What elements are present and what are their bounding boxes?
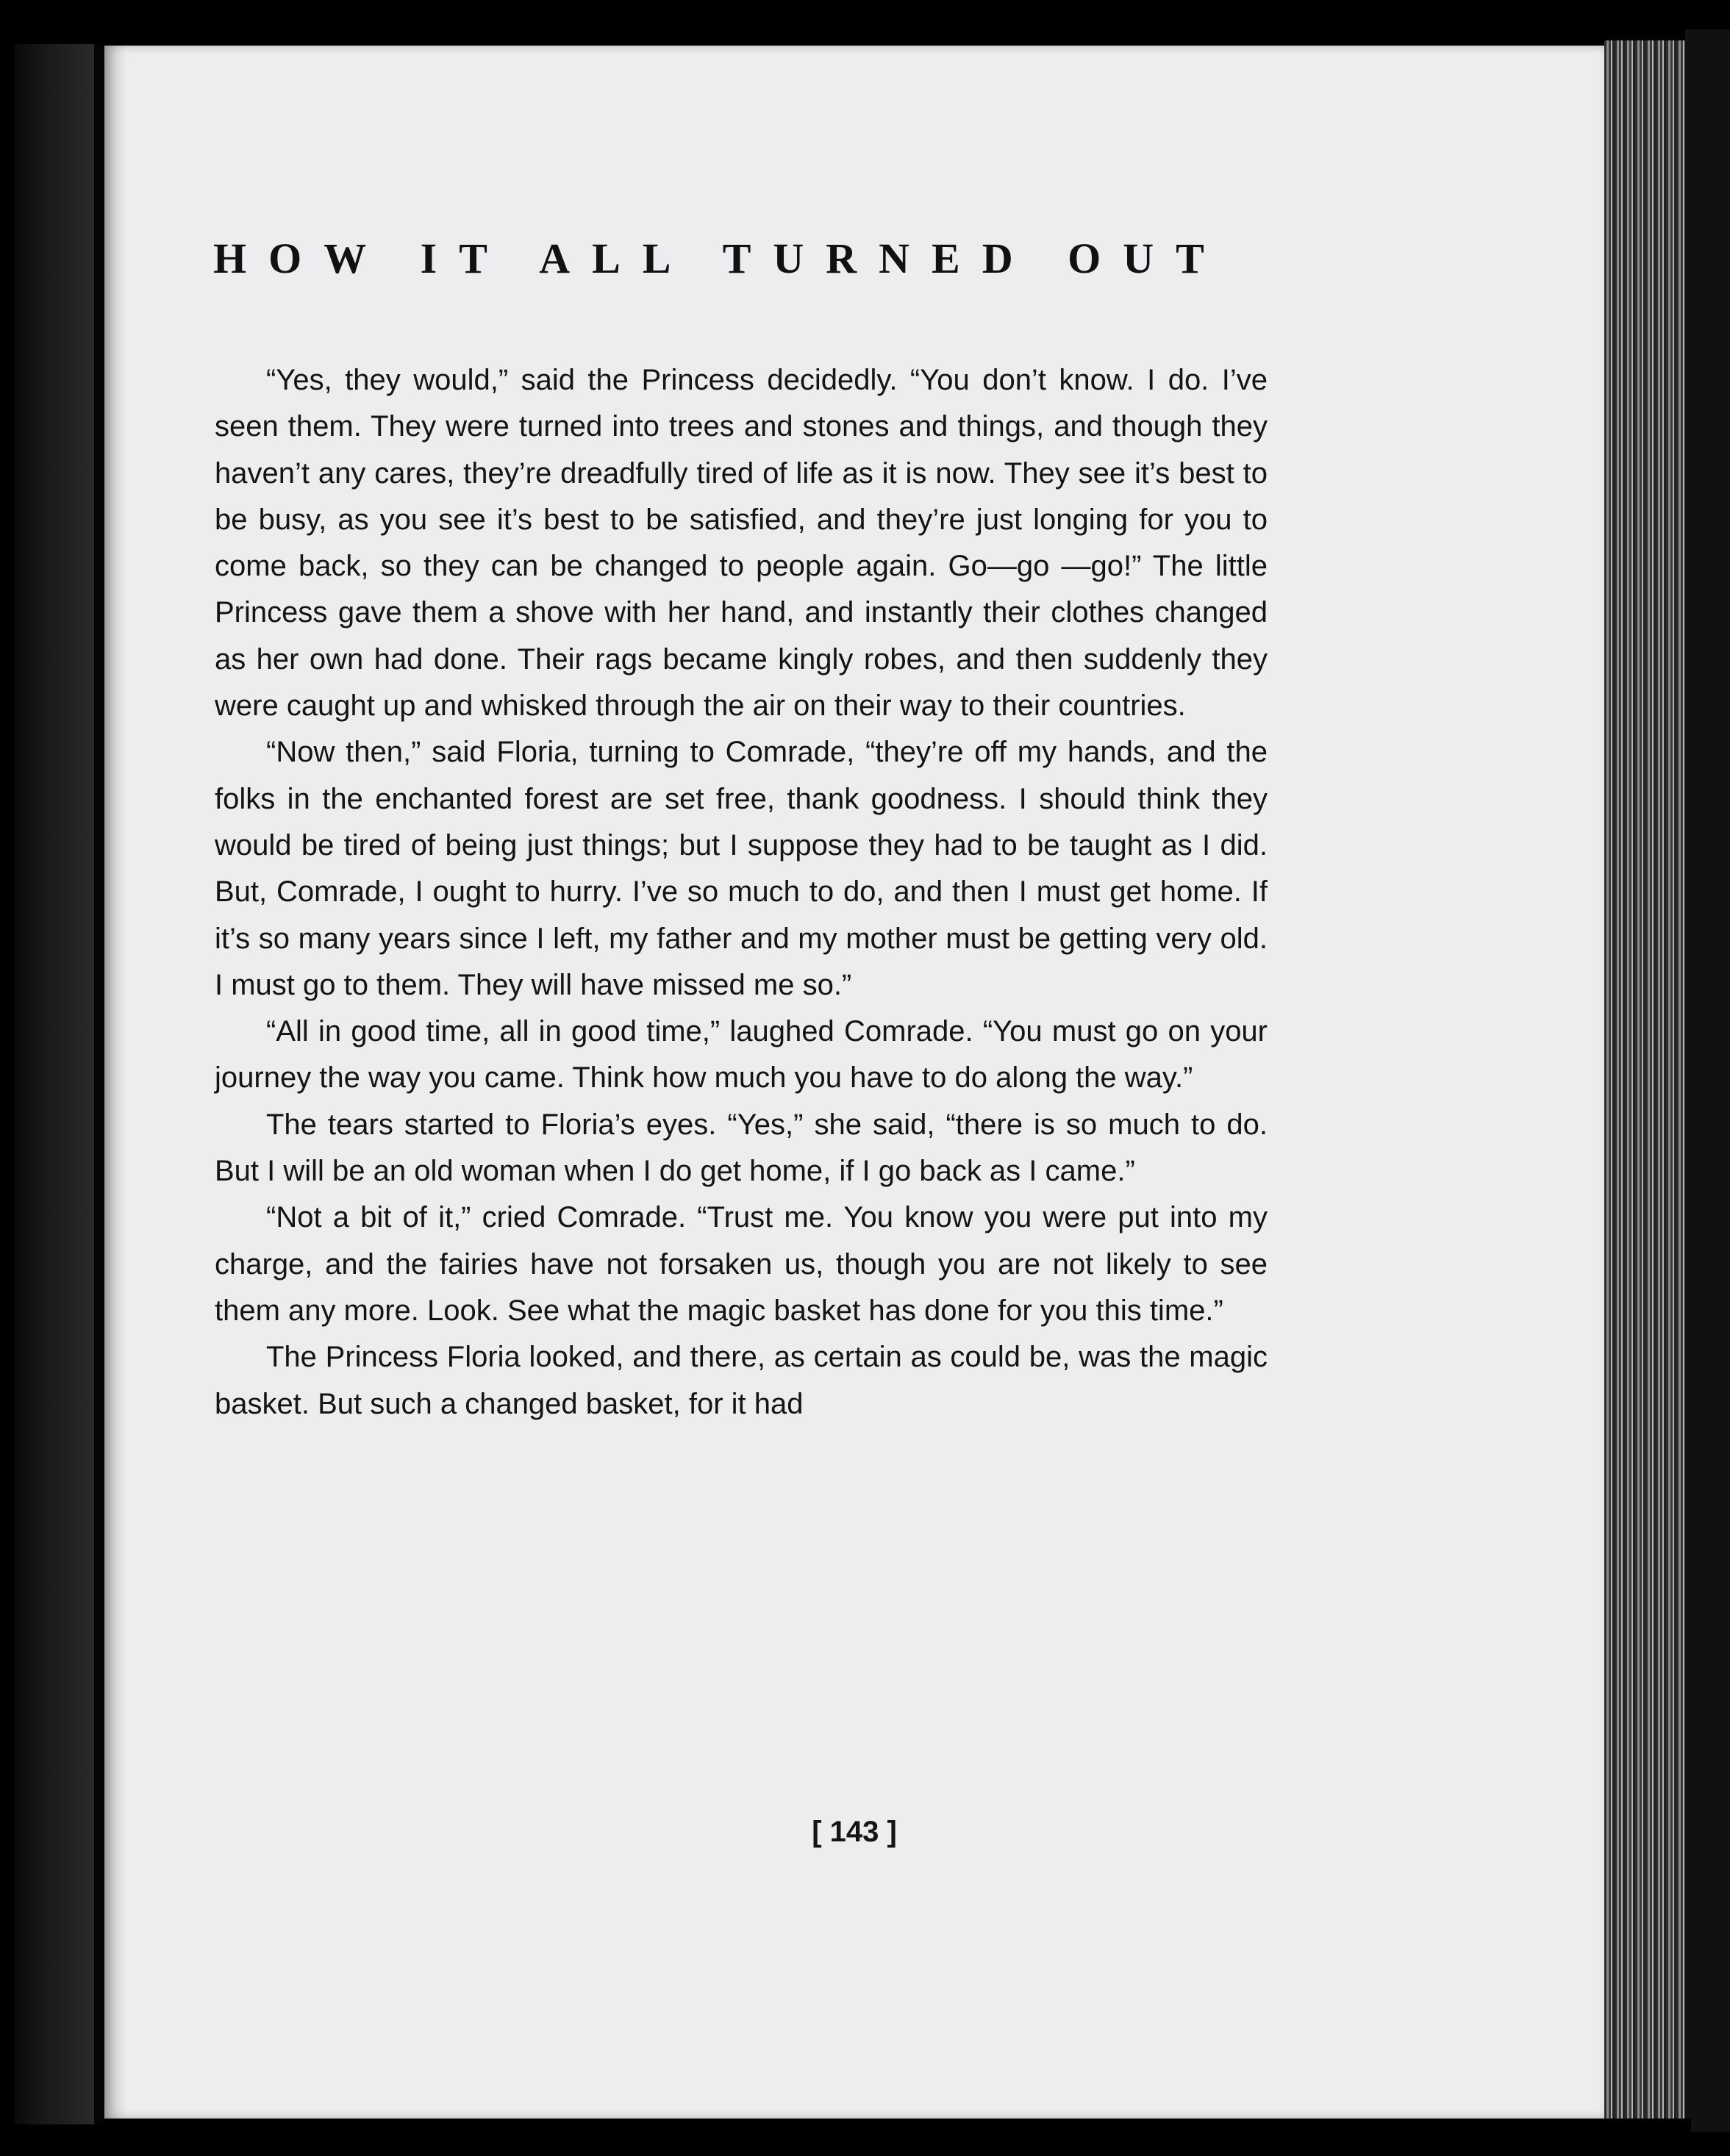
book-cover-edge bbox=[1685, 29, 1730, 2132]
paragraph-3: “All in good time, all in good time,” laughed Comrade. “You must go on your journey the way you came. Think how much you have to do along the way.” bbox=[215, 1015, 1268, 1095]
bottom-border bbox=[103, 2119, 1691, 2156]
paragraph-4: The tears started to Floria’s eyes. “Yes,” she said, “there is so much to do. But I will be an old woman when I do get home, if I go back as I came.” bbox=[215, 1108, 1268, 1188]
book-page-stack-edge bbox=[1604, 40, 1685, 2124]
binding-gutter bbox=[94, 44, 104, 2124]
page-body-text bbox=[215, 357, 1268, 1428]
paragraph-2: “Now then,” said Floria, turning to Comrade, “they’re off my hands, and the folks in the enchanted forest are set free, thank goodness. I should think they would be tired of being just things; but I suppose they had to be taught as I did. But, Comrade, I ought to hurry. I’ve so much to do, and then I must get home. If it’s so many years since I left, my father and my mother must be getting very old. I must go to them. They will have missed me so.” bbox=[215, 736, 1268, 1001]
page-number: [ 143 ] bbox=[812, 1816, 897, 1848]
paragraph-6: The Princess Floria looked, and there, as certain as could be, was the magic basket. But such a changed basket, for it had bbox=[215, 1341, 1268, 1420]
paragraph-5: “Not a bit of it,” cried Comrade. “Trust me. You know you were put into my charge, and the fairies have not forsaken us, though you are not likely to see them any more. Look. See what the magic basket has done for you this time.” bbox=[215, 1201, 1268, 1327]
running-head: HOW IT ALL TURNED OUT bbox=[213, 234, 1226, 282]
page-gutter-shadow bbox=[104, 46, 126, 2119]
paragraph-1: “Yes, they would,” said the Princess decidedly. “You don’t know. I do. I’ve seen them. They were turned into trees and stones and things, and though they haven’t any cares, they’re dreadfully tired of life as it is now. They see it’s best to be busy, as you see it’s best to be satisfied, and they’re just longing for you to come back, so they can be changed to people again. Go—go —go!” The little Princess gave them a shove with her hand, and instantly their clothes changed as her own had done. Their rags became kingly robes, and then suddenly they were caught up and whisked through the air on their way to their countries. bbox=[215, 364, 1268, 723]
previous-page-edge bbox=[15, 44, 99, 2124]
